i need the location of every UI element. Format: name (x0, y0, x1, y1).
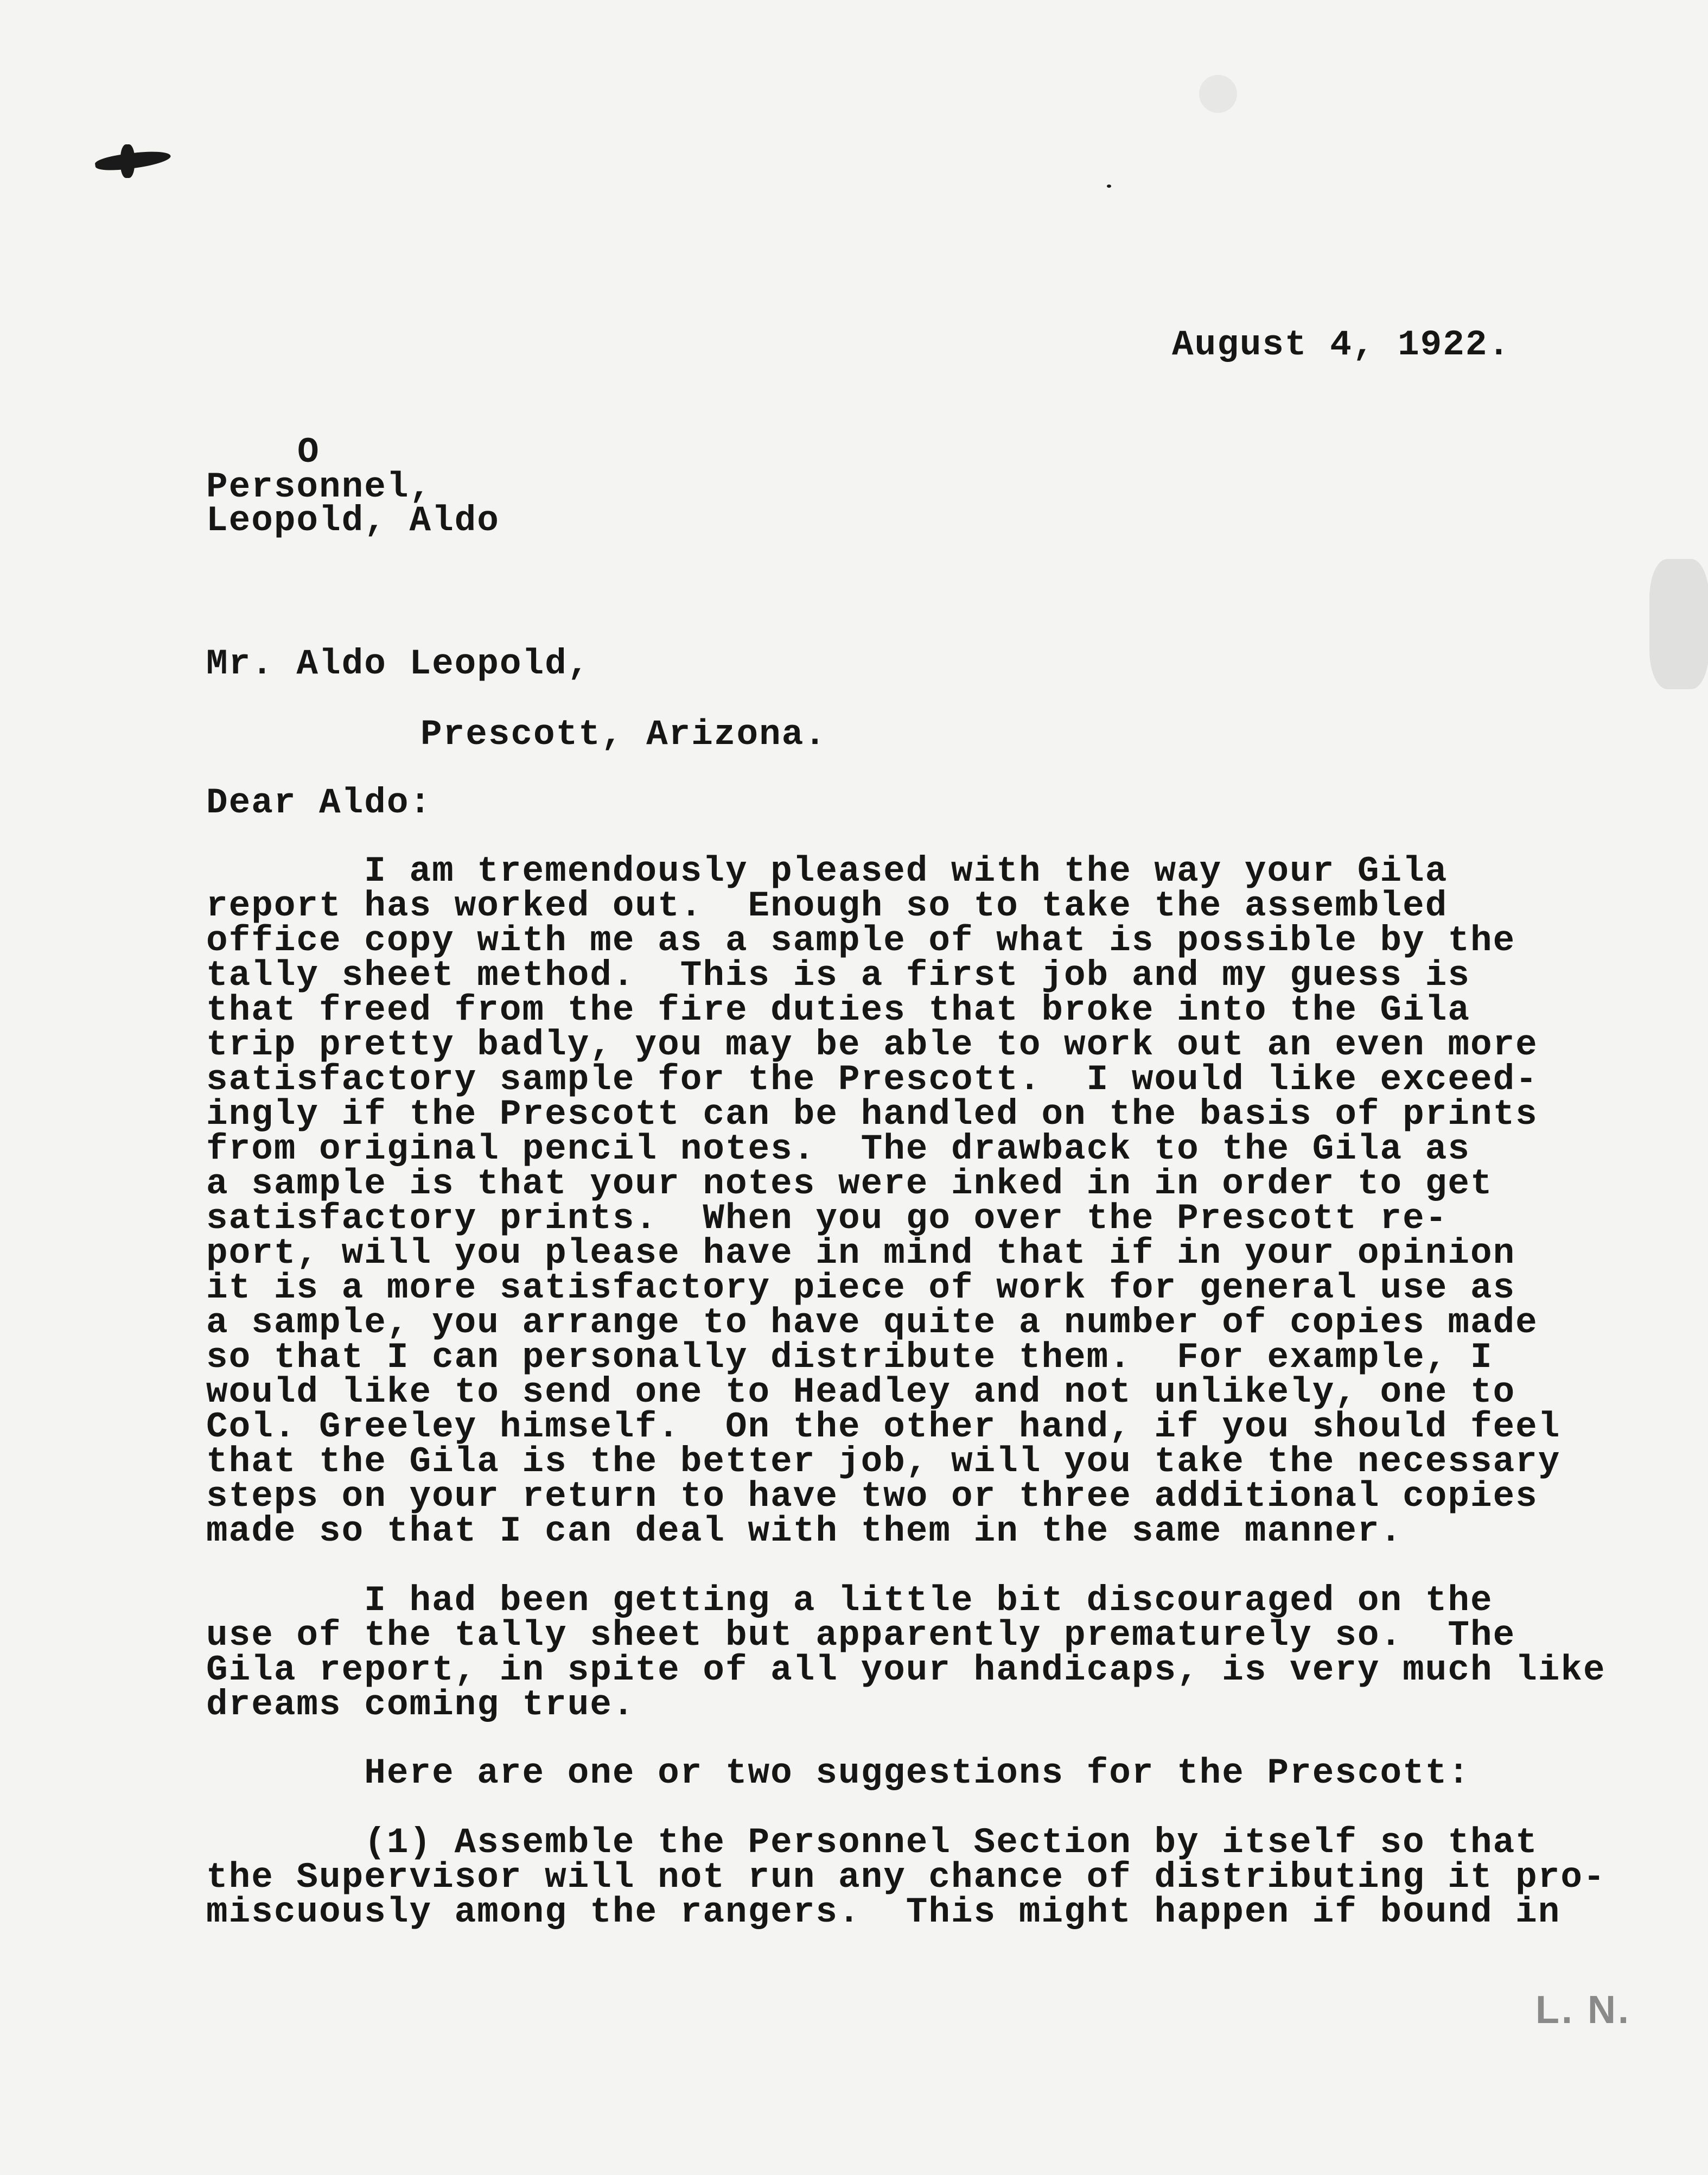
paragraph-line: I am tremendously pleased with the way your Gila (206, 851, 1448, 892)
punch-hole-ghost (1199, 75, 1237, 113)
paragraph-line: would like to send one to Headley and not unlikely, one to (206, 1372, 1516, 1413)
file-subject: Personnel, (206, 467, 432, 507)
ink-smudge-mark-vertical (120, 144, 135, 178)
paragraph-line: dreams coming true. (206, 1684, 635, 1725)
paragraph-line: that the Gila is the better job, will you take the necessary (206, 1441, 1561, 1482)
paragraph-line: steps on your return to have two or three additional copies (206, 1476, 1538, 1517)
paragraph-line: Col. Greeley himself. On the other hand, if you should feel (206, 1407, 1561, 1447)
file-name: Leopold, Aldo (206, 500, 500, 541)
paragraph-line: a sample is that your notes were inked in in order to get (206, 1163, 1493, 1204)
paragraph-line: satisfactory sample for the Prescott. I would like exceed- (206, 1059, 1538, 1100)
paragraph-line: port, will you please have in mind that if in your opinion (206, 1233, 1516, 1274)
paragraph-line: report has worked out. Enough so to take the assembled (206, 886, 1448, 926)
paragraph-line: Gila report, in spite of all your handicaps, is very much like (206, 1650, 1606, 1690)
recipient-location: Prescott, Arizona. (420, 714, 827, 755)
paragraph-line: the Supervisor will not run any chance of distributing it pro- (206, 1857, 1606, 1898)
paragraph-line: Here are one or two suggestions for the Prescott: (206, 1753, 1470, 1794)
paragraph-line: miscuously among the rangers. This might happen if bound in (206, 1892, 1561, 1932)
paragraph-line: (1) Assemble the Personnel Section by itself so that (206, 1822, 1538, 1863)
paragraph-line: from original pencil notes. The drawback to the Gila as (206, 1129, 1470, 1169)
paragraph-line: that freed from the fire duties that broke into the Gila (206, 990, 1470, 1031)
paragraph-line: satisfactory prints. When you go over the Prescott re- (206, 1198, 1448, 1239)
paragraph-line: I had been getting a little bit discouraged on the (206, 1580, 1493, 1621)
paragraph-line: use of the tally sheet but apparently prematurely so. The (206, 1615, 1516, 1656)
paragraph-line: ingly if the Prescott can be handled on the basis of prints (206, 1094, 1538, 1135)
paragraph-line: made so that I can deal with them in the same manner. (206, 1511, 1403, 1551)
paragraph-line: it is a more satisfactory piece of work for general use as (206, 1268, 1516, 1308)
initials-stamp: L. N. (1535, 1988, 1631, 2032)
paragraph-line: office copy with me as a sample of what is possible by the (206, 920, 1516, 961)
edge-shadow (1649, 559, 1708, 689)
paragraph-line: a sample, you arrange to have quite a number of copies made (206, 1302, 1538, 1343)
recipient-name: Mr. Aldo Leopold, (206, 644, 590, 684)
stray-dot (1107, 185, 1111, 188)
file-code: O (297, 432, 320, 473)
paragraph-line: so that I can personally distribute them. For example, I (206, 1337, 1493, 1378)
paragraph-line: trip pretty badly, you may be able to work out an even more (206, 1025, 1538, 1065)
salutation: Dear Aldo: (206, 783, 432, 823)
paragraph-line: tally sheet method. This is a first job and my guess is (206, 955, 1470, 996)
letter-date: August 4, 1922. (1172, 325, 1511, 365)
